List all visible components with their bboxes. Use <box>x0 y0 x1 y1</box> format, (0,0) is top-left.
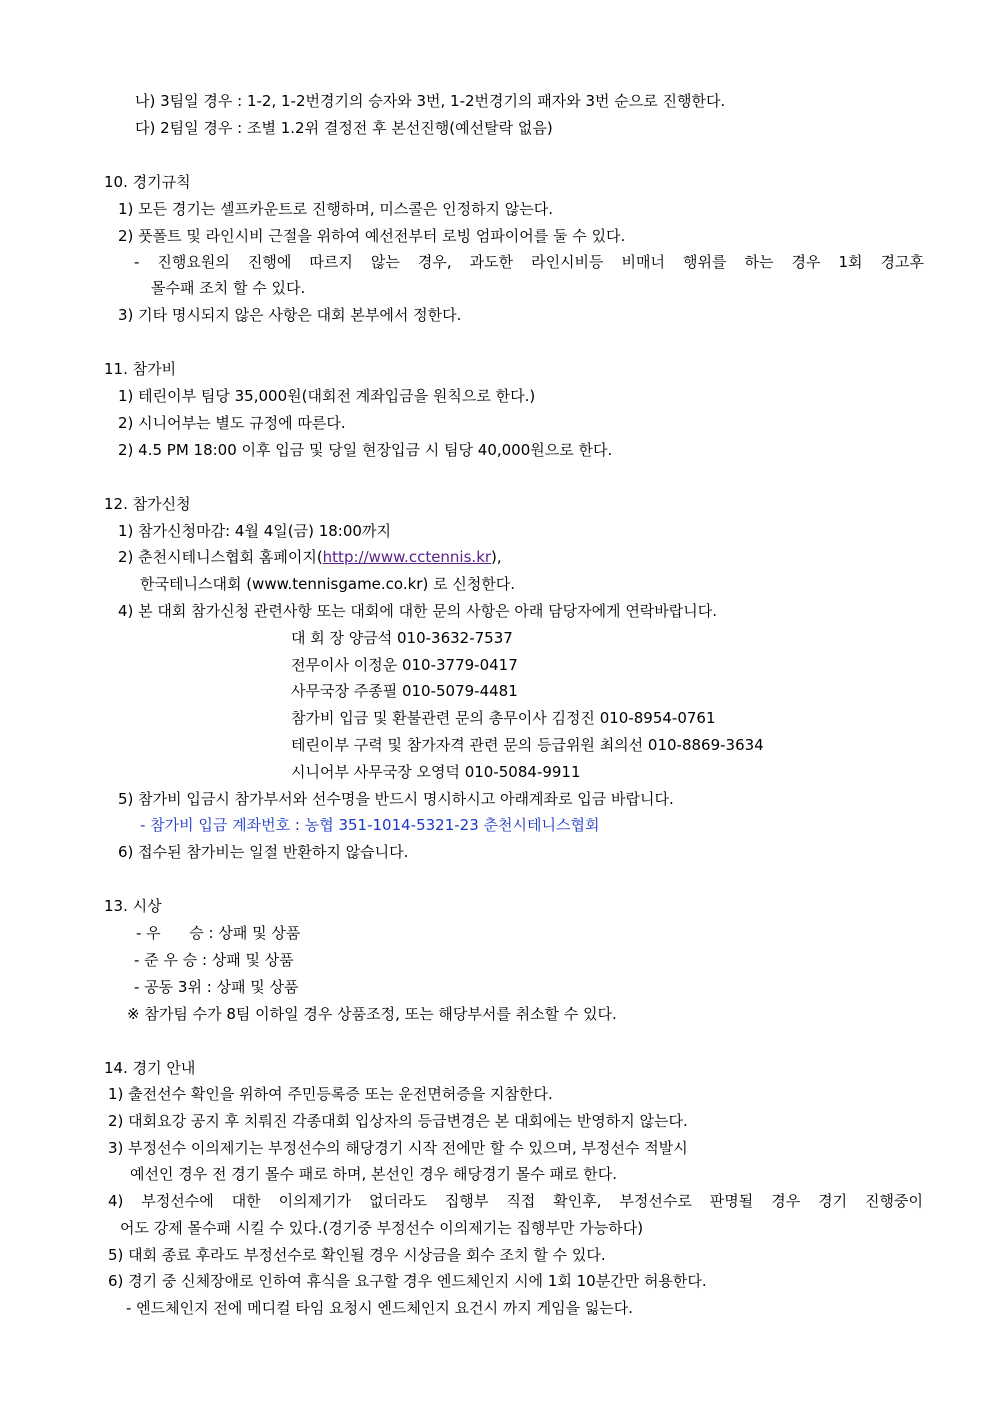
award-third: - 공동 3위 : 상패 및 상품 <box>134 978 299 996</box>
payment-note: 5) 참가비 입금시 참가부서와 선수명을 반드시 명시하시고 아래계좌로 입금 바랍니다. <box>118 790 674 808</box>
contact-treasurer: 참가비 입금 및 환불관련 문의 총무이사 김정진 010-8954-0761 <box>291 709 716 727</box>
contact-secretary-general: 사무국장 주종필 010-5079-4481 <box>291 682 518 700</box>
rule-10-3: 3) 기타 명시되지 않은 사항은 대회 본부에서 정한다. <box>118 306 462 324</box>
award-winner: - 우 승 : 상패 및 상품 <box>136 924 301 942</box>
fee-2: 2) 시니어부는 별도 규정에 따른다. <box>118 414 346 432</box>
homepage-link[interactable]: http://www.cctennis.kr <box>322 548 492 566</box>
section-12-title: 12. 참가신청 <box>104 495 191 513</box>
contact-rating-committee: 테린이부 구력 및 참가자격 관련 문의 등급위원 최의선 010-8869-3634 <box>291 736 764 754</box>
application-deadline: 1) 참가신청마감: 4월 4일(금) 18:00까지 <box>118 522 391 540</box>
rule-10-2: 2) 풋폴트 및 라인시비 근절을 위하여 예선전부터 로빙 엄파이어를 둘 수 있다. <box>118 227 626 245</box>
contact-chairman: 대 회 장 양금석 010-3632-7537 <box>291 629 513 647</box>
homepage-suffix: ), <box>491 548 502 566</box>
guide-5: 5) 대회 종료 후라도 부정선수로 확인될 경우 시상금을 회수 조치 할 수 있다. <box>108 1246 606 1264</box>
rule-9-da: 다) 2팀일 경우 : 조별 1.2위 결정전 후 본선진행(예선탈락 없음) <box>135 119 553 137</box>
contact-senior-secretary: 시니어부 사무국장 오영덕 010-5084-9911 <box>291 763 581 781</box>
guide-4-cont: 어도 강제 몰수패 시킬 수 있다.(경기중 부정선수 이의제기는 집행부만 가능하다) <box>120 1219 644 1237</box>
rule-10-2-sub: - 진행요원의 진행에 따르지 않는 경우, 과도한 라인시비등 비매너 행위를 하는 경우 1회 경고후 <box>134 253 924 271</box>
application-tennisgame: 한국테니스대회 (www.tennisgame.co.kr) 로 신청한다. <box>140 575 516 593</box>
contact-intro: 4) 본 대회 참가신청 관련사항 또는 대회에 대한 문의 사항은 아래 담당자에게 연락바랍니다. <box>118 602 718 620</box>
fee-3: 2) 4.5 PM 18:00 이후 입금 및 당일 현장입금 시 팀당 40,000원으로 한다. <box>118 441 613 459</box>
homepage-prefix: 2) 춘천시테니스협회 홈페이지( <box>118 548 323 566</box>
guide-1: 1) 출전선수 확인을 위하여 주민등록증 또는 운전면허증을 지참한다. <box>108 1085 553 1103</box>
guide-4: 4) 부정선수에 대한 이의제기가 없더라도 집행부 직접 확인후, 부정선수로 판명될 경우 경기 진행중이 <box>108 1192 923 1210</box>
guide-6-sub: - 엔드체인지 전에 메디컬 타임 요청시 엔드체인지 요건시 까지 게임을 잃는다. <box>126 1299 634 1317</box>
rule-9-na: 나) 3팀일 경우 : 1-2, 1-2번경기의 승자와 3번, 1-2번경기의 패자와 3번 순으로 진행한다. <box>135 92 726 110</box>
section-10-title: 10. 경기규칙 <box>104 173 191 191</box>
fee-1: 1) 테린이부 팀당 35,000원(대회전 계좌입금을 원칙으로 한다.) <box>118 387 536 405</box>
award-note: ※ 참가팀 수가 8팀 이하일 경우 상품조정, 또는 해당부서를 취소할 수 있다. <box>127 1005 617 1023</box>
refund-policy: 6) 접수된 참가비는 일절 반환하지 않습니다. <box>118 843 409 861</box>
rule-10-2-sub-cont: 몰수패 조치 할 수 있다. <box>151 279 306 297</box>
guide-3-cont: 예선인 경우 전 경기 몰수 패로 하며, 본선인 경우 해당경기 몰수 패로 한다. <box>130 1165 617 1183</box>
section-14-title: 14. 경기 안내 <box>104 1059 196 1077</box>
contact-executive-director: 전무이사 이정운 010-3779-0417 <box>291 656 518 674</box>
bank-account: - 참가비 입금 계좌번호 : 농협 351-1014-5321-23 춘천시테니스협회 <box>140 816 600 834</box>
guide-3: 3) 부정선수 이의제기는 부정선수의 해당경기 시작 전에만 할 수 있으며, 부정선수 적발시 <box>108 1139 688 1157</box>
guide-2: 2) 대회요강 공지 후 치뤄진 각종대회 입상자의 등급변경은 본 대회에는 반영하지 않는다. <box>108 1112 688 1130</box>
award-runner-up: - 준 우 승 : 상패 및 상품 <box>134 951 294 969</box>
rule-10-1: 1) 모든 경기는 셀프카운트로 진행하며, 미스콜은 인정하지 않는다. <box>118 200 554 218</box>
guide-6: 6) 경기 중 신체장애로 인하여 휴식을 요구할 경우 엔드체인지 시에 1회 10분간만 허용한다. <box>108 1272 707 1290</box>
application-homepage <box>118 546 502 568</box>
section-11-title: 11. 참가비 <box>104 360 177 378</box>
section-13-title: 13. 시상 <box>104 897 162 915</box>
